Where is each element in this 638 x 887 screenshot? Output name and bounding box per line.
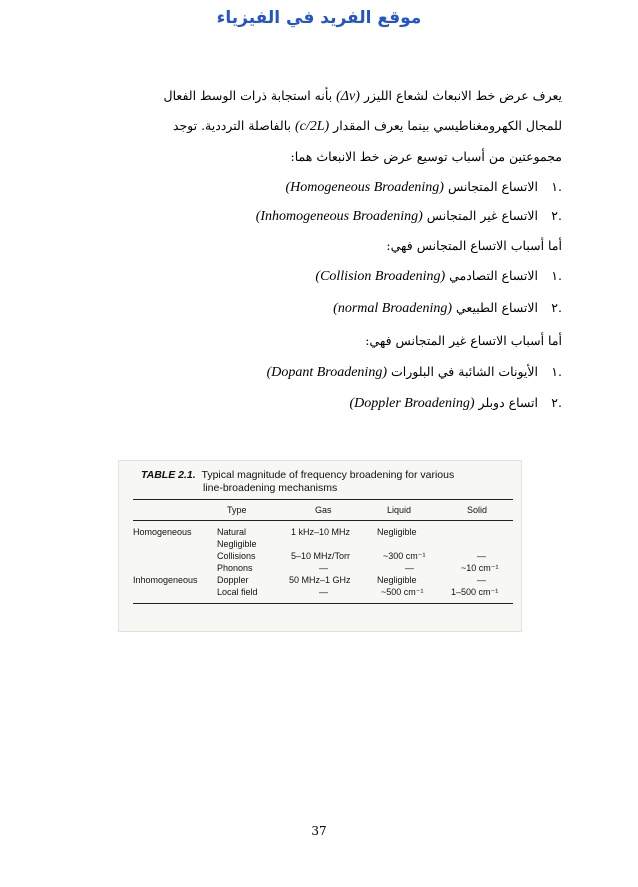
table-rule-header [133,520,513,521]
table-header-gas: Gas [315,505,332,515]
table-header-solid: Solid [467,505,488,515]
inhomogeneous-heading: أما أسباب الاتساع غير المتجانس فهي: [365,333,562,348]
table-caption: TABLE 2.1. Typical magnitude of frequency broadening for various line-broadening mechanisms [141,469,455,494]
homog-item-1: .١ الاتساع التصادمي (Collision Broadening) [315,268,562,284]
broadening-table: TABLE 2.1. Typical magnitude of frequency broadening for various line-broadening mechanisms Type Gas Liquid Solid Homogeneous Natural 1 kHz–10 MHz Negligible Negligible Collisions 5–10 MHz/Torr ~300 cm⁻¹ — Phonons — — ~10 cm⁻¹ Inhomogeneous Doppler 50 MHz–1 GHz Negligible — Local field — ~500 cm⁻¹ 1–500 cm⁻¹ [118,460,522,632]
table-rule-bottom [133,603,513,604]
intro-line-1: يعرف عرض خط الانبعاث لشعاع الليزر (Δν) بأنه استجابة ذرات الوسط الفعال [163,88,562,104]
group-item-1: .١ الاتساع المتجانس (Homogeneous Broadening) [285,179,562,195]
intro-line-2: للمجال الكهرومغناطيسي بينما يعرف المقدار (c/2L) بالفاصلة الترددية. توجد [172,118,562,134]
page-number: 37 [311,824,327,838]
group-item-2: .٢ الاتساع غير المتجانس (Inhomogeneous Broadening) [255,208,562,224]
inhomog-item-2: .٢ اتساع دوبلر (Doppler Broadening) [349,395,562,411]
table-header-liquid: Liquid [387,505,412,515]
homog-item-2: .٢ الاتساع الطبيعي (normal Broadening) [333,300,562,316]
table-header-type: Type [227,505,247,515]
intro-line-3: مجموعتين من أسباب توسيع عرض خط الانبعاث هما: [290,149,562,164]
table-rule-top [133,499,513,500]
site-title: موقع الفريد في الفيزياء [216,8,422,28]
inhomog-item-1: .١ الأيونات الشائبة في البلورات (Dopant Broadening) [266,364,562,380]
homogeneous-heading: أما أسباب الاتساع المتجانس فهي: [386,238,562,253]
